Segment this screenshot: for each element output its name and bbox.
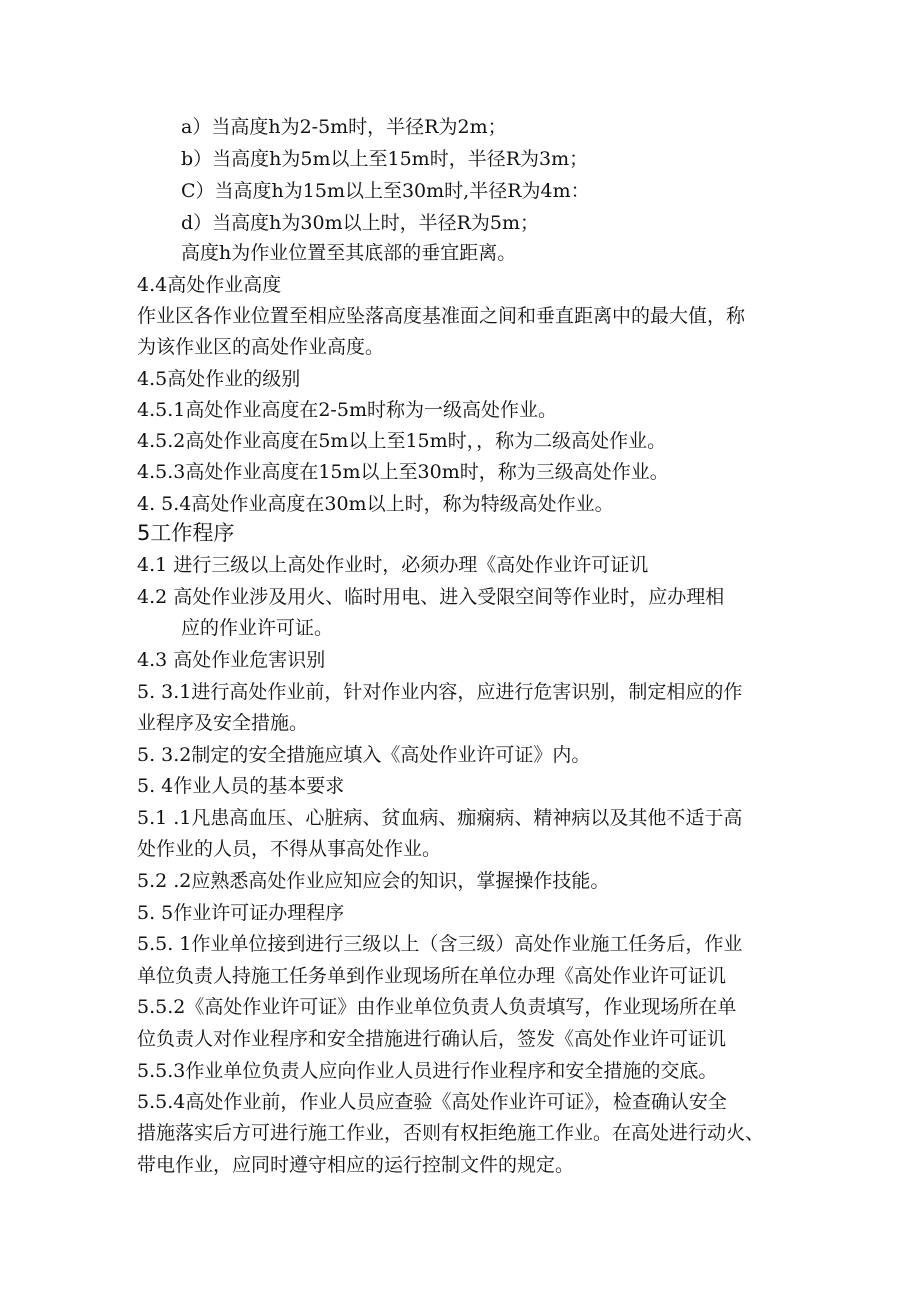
- paragraph-5-4: 5. 4作业人员的基本要求: [137, 775, 345, 797]
- section-4-4-body-line: 为该作业区的高处作业高度。: [137, 336, 385, 358]
- paragraph-4-2-line: 应的作业许可证。: [181, 617, 334, 639]
- section-4-5-item: 4. 5.4高处作业高度在30m以上时，称为特级高处作业。: [137, 493, 614, 515]
- paragraph-5-5-1-line: 5.5. 1作业单位接到进行三级以上（含三级）高处作业施工任务后，作业: [137, 933, 743, 955]
- section-4-5-item: 4.5.3高处作业高度在15m以上至30m时，称为三级高处作业。: [137, 461, 669, 483]
- paragraph-5-5-4-line: 带电作业，应同时遵守相应的运行控制文件的规定。: [137, 1154, 575, 1176]
- paragraph-5-2: 5.2 .2应熟悉高处作业应知应会的知识，掌握操作技能。: [137, 870, 610, 892]
- paragraph-5-5-1-line: 单位负责人持施工任务单到作业现场所在单位办理《高处作业许可证讥: [137, 965, 727, 987]
- section-5-heading: 5工作程序: [137, 521, 235, 545]
- paragraph-5-1-line: 处作业的人员，不得从事高处作业。: [137, 838, 442, 860]
- paragraph-4-1: 4.1 进行三级以上高处作业时，必须办理《高处作业许可证讥: [137, 554, 649, 576]
- section-4-4-title: 4.4高处作业高度: [137, 274, 282, 296]
- section-4-5-item: 4.5.2高处作业高度在5m以上至15m时，，称为二级高处作业。: [137, 430, 667, 452]
- paragraph-5-5-3: 5.5.3作业单位负责人应向作业人员进行作业程序和安全措施的交底。: [137, 1060, 718, 1082]
- section-4-4-body-line: 作业区各作业位置至相应坠落高度基准面之间和垂直距离中的最大值，称: [137, 305, 746, 327]
- section-4-5-item: 4.5.1高处作业高度在2-5m时称为一级高处作业。: [137, 399, 557, 421]
- paragraph-5-3-1-line: 业程序及安全措施。: [137, 712, 309, 734]
- paragraph-5-1-line: 5.1 .1凡患高血压、心脏病、贫血病、痂痫病、精神病以及其他不适于高: [137, 807, 743, 829]
- section-4-5-title: 4.5高处作业的级别: [137, 368, 301, 390]
- list-item-d: d）当高度h为30m以上时，半径R为5m；: [181, 212, 540, 234]
- paragraph-5-5-2-line: 5.5.2《高处作业许可证》由作业单位负责人负责填写，作业现场所在单: [137, 996, 737, 1018]
- paragraph-5-5-4-line: 5.5.4高处作业前，作业人员应查验《高处作业许可证》，检查确认安全: [137, 1091, 727, 1113]
- paragraph-5-5: 5. 5作业许可证办理程序: [137, 902, 345, 924]
- paragraph-5-3-2: 5. 3.2制定的安全措施应填入《高处作业许可证》内。: [137, 744, 591, 766]
- paragraph-4-3: 4.3 高处作业危害识别: [137, 649, 326, 671]
- list-item-c: C）当高度h为15m以上至30m时,半径R为4m：: [181, 180, 590, 202]
- paragraph-5-5-4-line: 措施落实后方可进行施工作业，否则有权拒绝施工作业。在高处进行动火、: [137, 1122, 765, 1144]
- paragraph-5-3-1-line: 5. 3.1进行高处作业前，针对作业内容，应进行危害识别，制定相应的作: [137, 681, 743, 703]
- list-item-b: b）当高度h为5m以上至15m时，半径R为3m；: [181, 148, 589, 170]
- paragraph-5-5-2-line: 位负责人对作业程序和安全措施进行确认后，签发《高处作业许可证讥: [137, 1028, 727, 1050]
- list-item-a: a）当高度h为2-5m时，半径R为2m；: [181, 116, 507, 138]
- height-note: 高度h为作业位置至其底部的垂宜距离。: [181, 242, 517, 264]
- paragraph-4-2-line: 4.2 高处作业涉及用火、临时用电、进入受限空间等作业时，应办理相: [137, 586, 725, 608]
